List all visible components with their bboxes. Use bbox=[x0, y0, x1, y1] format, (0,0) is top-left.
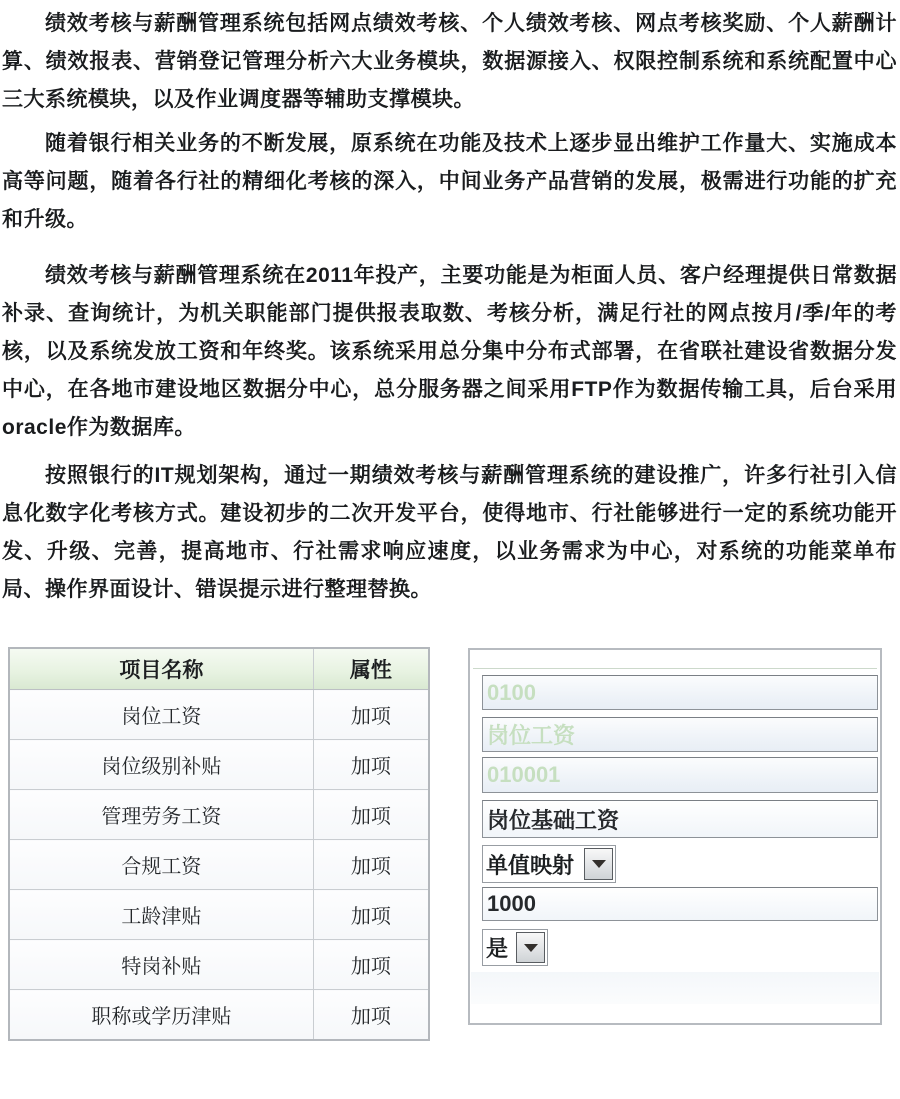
down-triangle-icon bbox=[592, 860, 606, 868]
table-row bbox=[9, 740, 429, 790]
paragraph-system-modules: 绩效考核与薪酬管理系统包括网点绩效考核、个人绩效考核、网点考核奖励、个人薪酬计算、绩效报表、营销登记管理分析六大业务模块，数据源接入、权限控制系统和系统配置中心三大系统模块，以及作业调度器等辅助支撑模块。 bbox=[2, 12, 897, 111]
category-code-input[interactable] bbox=[482, 675, 878, 710]
table-row bbox=[9, 940, 429, 990]
paragraph-it-plan: 按照银行的IT规划架构，通过一期绩效考核与薪酬管理系统的建设推广，许多行社引入信息化数字化考核方式。建设初步的二次开发平台，使得地市、行社能够进行一定的系统功能开发、升级、完善，提高地市、行社需求响应速度，以业务需求为中心，对系统的功能菜单布局、操作界面设计、错误提示进行整理替换。 bbox=[2, 464, 897, 601]
item-code-input[interactable] bbox=[482, 757, 878, 793]
item-attr-cell: 加项 bbox=[313, 690, 429, 740]
column-header-item-name: 项目名称 bbox=[9, 648, 313, 690]
dropdown-arrow-icon[interactable] bbox=[516, 932, 545, 963]
item-attr-cell: 加项 bbox=[313, 990, 429, 1041]
mapping-type-select[interactable] bbox=[482, 845, 616, 883]
item-name-input[interactable] bbox=[482, 800, 878, 838]
column-header-attribute: 属性 bbox=[313, 648, 429, 690]
category-name-input[interactable] bbox=[482, 717, 878, 752]
salary-items-table bbox=[8, 647, 430, 1041]
panel-divider bbox=[473, 668, 877, 669]
item-attr-cell: 加项 bbox=[313, 740, 429, 790]
salary-items-table-body bbox=[9, 690, 429, 1041]
paragraph-upgrade-need: 随着银行相关业务的不断发展，原系统在功能及技术上逐步显出维护工作量大、实施成本高等问题，随着各行社的精细化考核的深入，中间业务产品营销的发展，极需进行功能的扩充和升级。 bbox=[2, 132, 897, 231]
dropdown-arrow-icon[interactable] bbox=[584, 848, 613, 880]
table-row bbox=[9, 790, 429, 840]
item-name-cell: 管理劳务工资 bbox=[9, 790, 313, 840]
enabled-flag-value: 是 bbox=[486, 936, 509, 961]
item-name-cell: 工龄津贴 bbox=[9, 890, 313, 940]
table-row bbox=[9, 840, 429, 890]
table-row bbox=[9, 690, 429, 740]
item-attr-cell: 加项 bbox=[313, 940, 429, 990]
mapping-type-value: 单值映射 bbox=[486, 852, 575, 878]
table-header-row bbox=[9, 648, 429, 690]
item-attr-cell: 加项 bbox=[313, 840, 429, 890]
table-row bbox=[9, 890, 429, 940]
enabled-flag-select[interactable] bbox=[482, 929, 548, 966]
item-name-cell: 职称或学历津贴 bbox=[9, 990, 313, 1041]
paragraph-system-history: 绩效考核与薪酬管理系统在2011年投产，主要功能是为柜面人员、客户经理提供日常数据补录、查询统计，为机关职能部门提供报表取数、考核分析，满足行社的网点按月/季/年的考核，以及系统发放工资和年终奖。该系统采用总分集中分布式部署，在省联社建设省数据分发中心，在各地市建设地区数据分中心，总分服务器之间采用FTP作为数据传输工具，后台采用oracle作为数据库。 bbox=[2, 264, 897, 439]
item-attr-cell: 加项 bbox=[313, 890, 429, 940]
item-attr-cell: 加项 bbox=[313, 790, 429, 840]
item-name-cell: 合规工资 bbox=[9, 840, 313, 890]
item-config-panel bbox=[468, 648, 882, 1025]
table-row bbox=[9, 990, 429, 1041]
item-name-cell: 特岗补贴 bbox=[9, 940, 313, 990]
down-triangle-icon bbox=[524, 944, 538, 952]
item-name-cell: 岗位工资 bbox=[9, 690, 313, 740]
item-name-cell: 岗位级别补贴 bbox=[9, 740, 313, 790]
default-value-input[interactable] bbox=[482, 887, 878, 921]
panel-footer-band bbox=[471, 972, 879, 1004]
